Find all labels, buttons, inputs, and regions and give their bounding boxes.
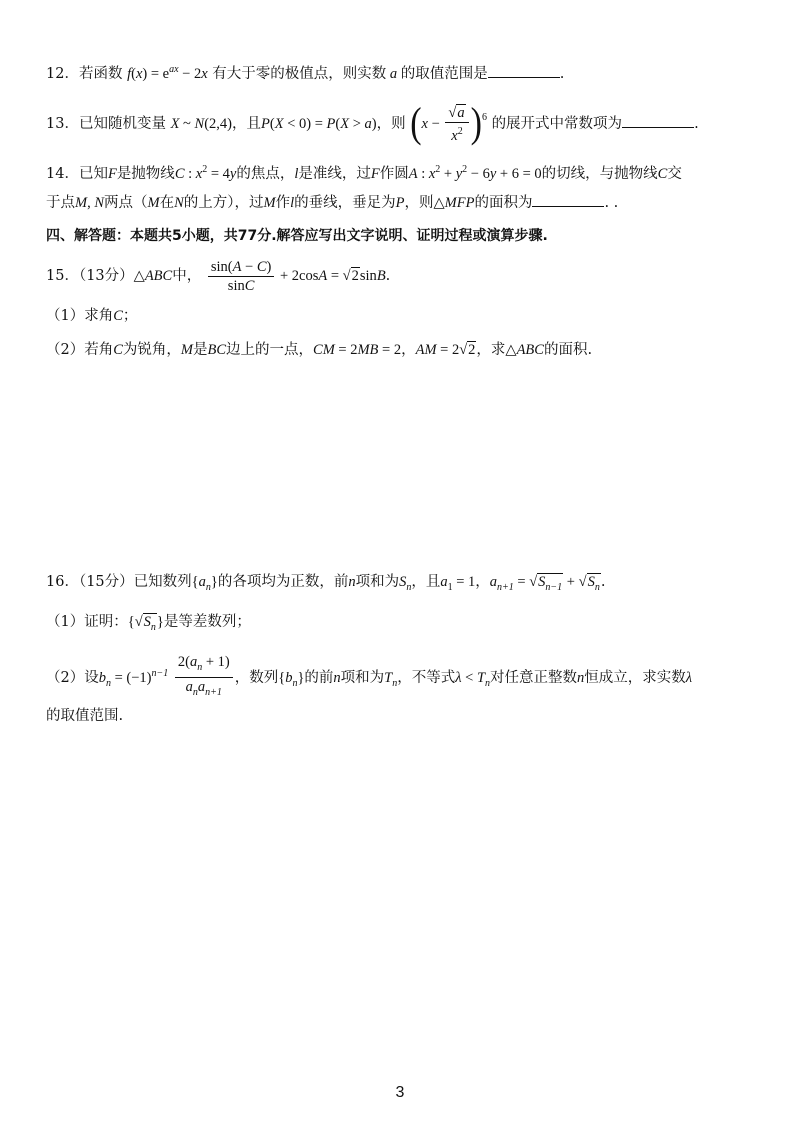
formula: $\frac{2(a_n + 1)}{a_na_{n+1}}$ <box>175 653 233 702</box>
question-14-line-1: 14．已知F是抛物线C : $x^2 = 4y$的焦点，l是准线，过F作圆A : $x^2 + y^2 - 6y + 6 = 0$的切线，与抛物线C交 <box>46 164 682 182</box>
question-number: 14． <box>46 165 79 182</box>
score: （13分） <box>78 268 134 284</box>
question-14-line-2: 于点M, N两点（M在N的上方），过M作l的垂线，垂足为P，则△MFP的面积为 . . <box>46 192 760 213</box>
answer-blank[interactable] <box>532 192 604 207</box>
formula: $\frac{\sin(A - C)}{\sin C}$ <box>208 258 275 295</box>
question-number: 16． <box>46 574 79 590</box>
answer-blank[interactable] <box>488 63 560 78</box>
score: （15分） <box>78 574 134 590</box>
question-16-part-1: （1）证明：$\{√S_n\}$是等差数列； <box>46 612 760 636</box>
binomial-expression: (x − $\frac{√a}{x^2}$ )$^6$ <box>410 100 487 147</box>
question-15: 15．（13分）△ABC中， $\frac{\sin(A - C)}{\sin C}$ + 2cosA = √2sinB. <box>46 258 391 294</box>
section-heading: 四、解答题：本题共5小题，共77分.解答应写出文字说明、证明过程或演算步骤. <box>46 228 548 244</box>
question-15-part-2: （2）若角C为锐角，M是BC边上的一点，CM = 2MB = 2，AM = 2√2，求△ABC的面积. <box>46 342 593 358</box>
question-13: 13．已知随机变量 X ~ N(2,4)，且P(X < 0) = P(X > a)，则 (x − $\frac{√a}{x^2}$ )$^6$ 的展开式中常数项为 . <box>46 100 699 147</box>
question-number: 13． <box>46 116 79 132</box>
question-16: 16．（15分）已知数列$\{a_n\}$的各项均为正数，前n项和为$S_n$，且$a_1 = 1$，$a_{n+1} = √S_{n-1} + √S_n$. <box>46 572 760 598</box>
question-16-part-2: （2）设$b_n = (-1)^{n-1}$ $\frac{2(a_n + 1)}{a_na_{n+1}}$ ，数列$\{b_n\}$的前n项和为$T_n$，不等式$\lambda < T_n$对任意正整数n恒成立，求实数λ <box>46 650 760 698</box>
question-number: 12． <box>46 65 79 82</box>
formula: f <box>127 65 132 82</box>
question-16-part-2-cont: 的取值范围. <box>46 708 124 724</box>
question-12: 12．若函数 $f(x) = e^{ax} - 2x$ 有大于零的极值点，则实数 a 的取值范围是 . <box>46 64 565 82</box>
page-number: 3 <box>395 1084 405 1101</box>
answer-blank[interactable] <box>622 113 694 128</box>
question-15-part-1: （1）求角C； <box>46 308 138 324</box>
question-number: 15． <box>46 268 79 284</box>
